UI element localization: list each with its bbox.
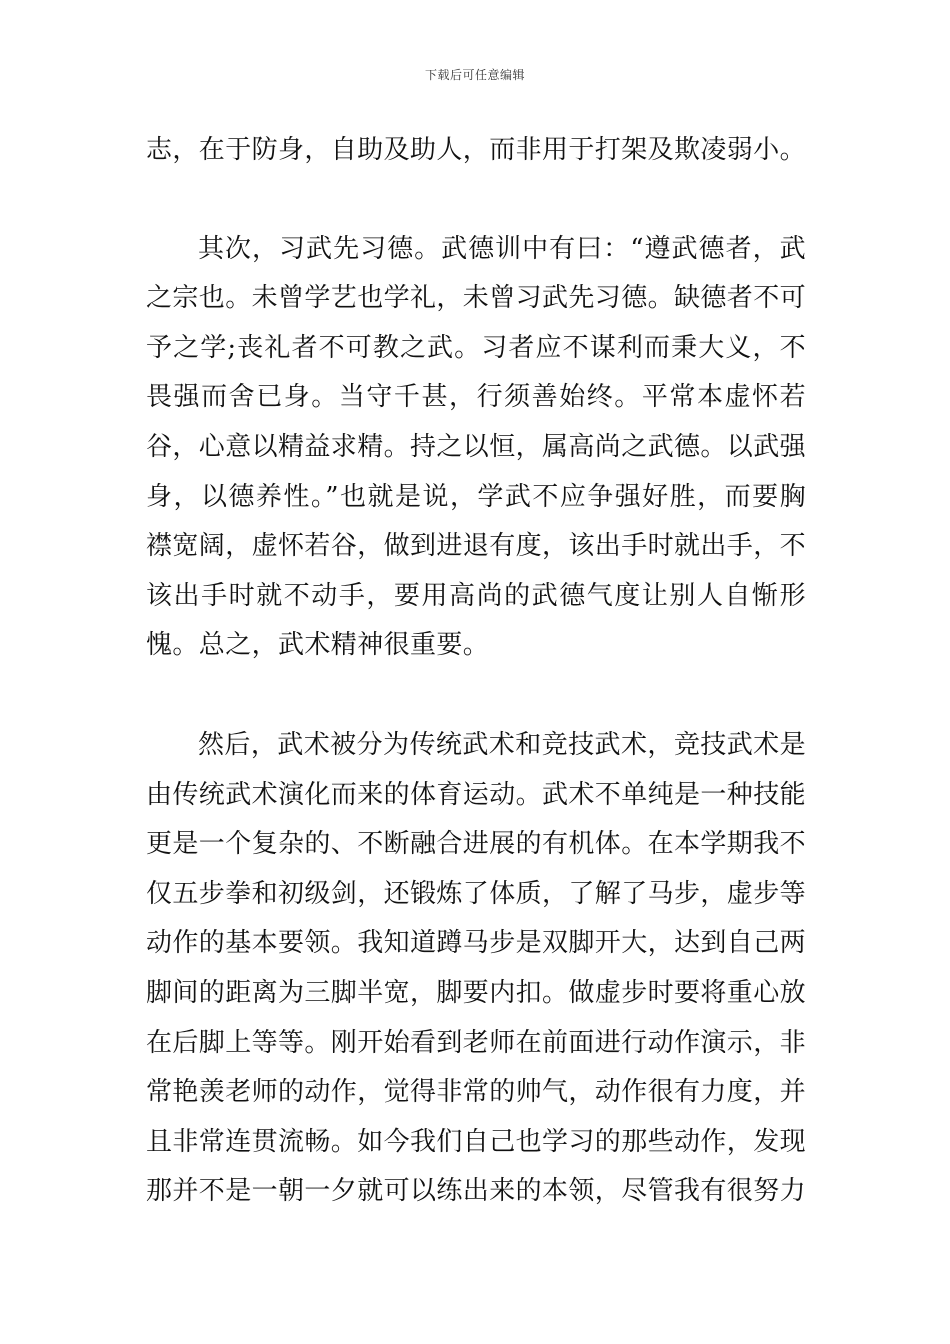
document-body — [146, 126, 806, 1217]
paragraph-continuation: 志，在于防身，自助及助人，而非用于打架及欺凌弱小。 — [146, 135, 807, 165]
paragraph-wushu-types: 然后，武术被分为传统武术和竞技武术，竞技武术是由传统武术演化而来的体育运动。武术不单纯是一种技能更是一个复杂的、不断融合进展的有机体。在本学期我不仅五步拳和初级剑，还锻炼了体质，了解了马步，虚步等动作的基本要领。我知道蹲马步是双脚开大，达到自己两脚间的距离为三脚半宽，脚要内扣。做虚步时要将重心放在后脚上等等。刚开始看到老师在前面进行动作演示，非常艳羡老师的动作，觉得非常的帅气，动作很有力度，并且非常连贯流畅。如今我们自己也学习的那些动作，发现那并不是一朝一夕就可以练出来的本领，尽管我有很努力 — [146, 729, 807, 1207]
paragraph-martial-virtue: 其次，习武先习德。武德训中有曰：“遵武德者，武之宗也。未曾学艺也学礼，未曾习武先习德。缺德者不可予之学;丧礼者不可教之武。习者应不谋利而秉大义，不畏强而舍已身。当守千甚，行须善始终。平常本虚怀若谷，心意以精益求精。持之以恒，属高尚之武德。以武强身，以德养性。”也就是说，学武不应争强好胜，而要胸襟宽阔，虚怀若谷，做到进退有度，该出手时就出手，不该出手时就不动手，要用高尚的武德气度让别人自惭形愧。总之，武术精神很重要。 — [146, 233, 807, 661]
page-header: 下载后可任意编辑 — [424, 68, 525, 82]
